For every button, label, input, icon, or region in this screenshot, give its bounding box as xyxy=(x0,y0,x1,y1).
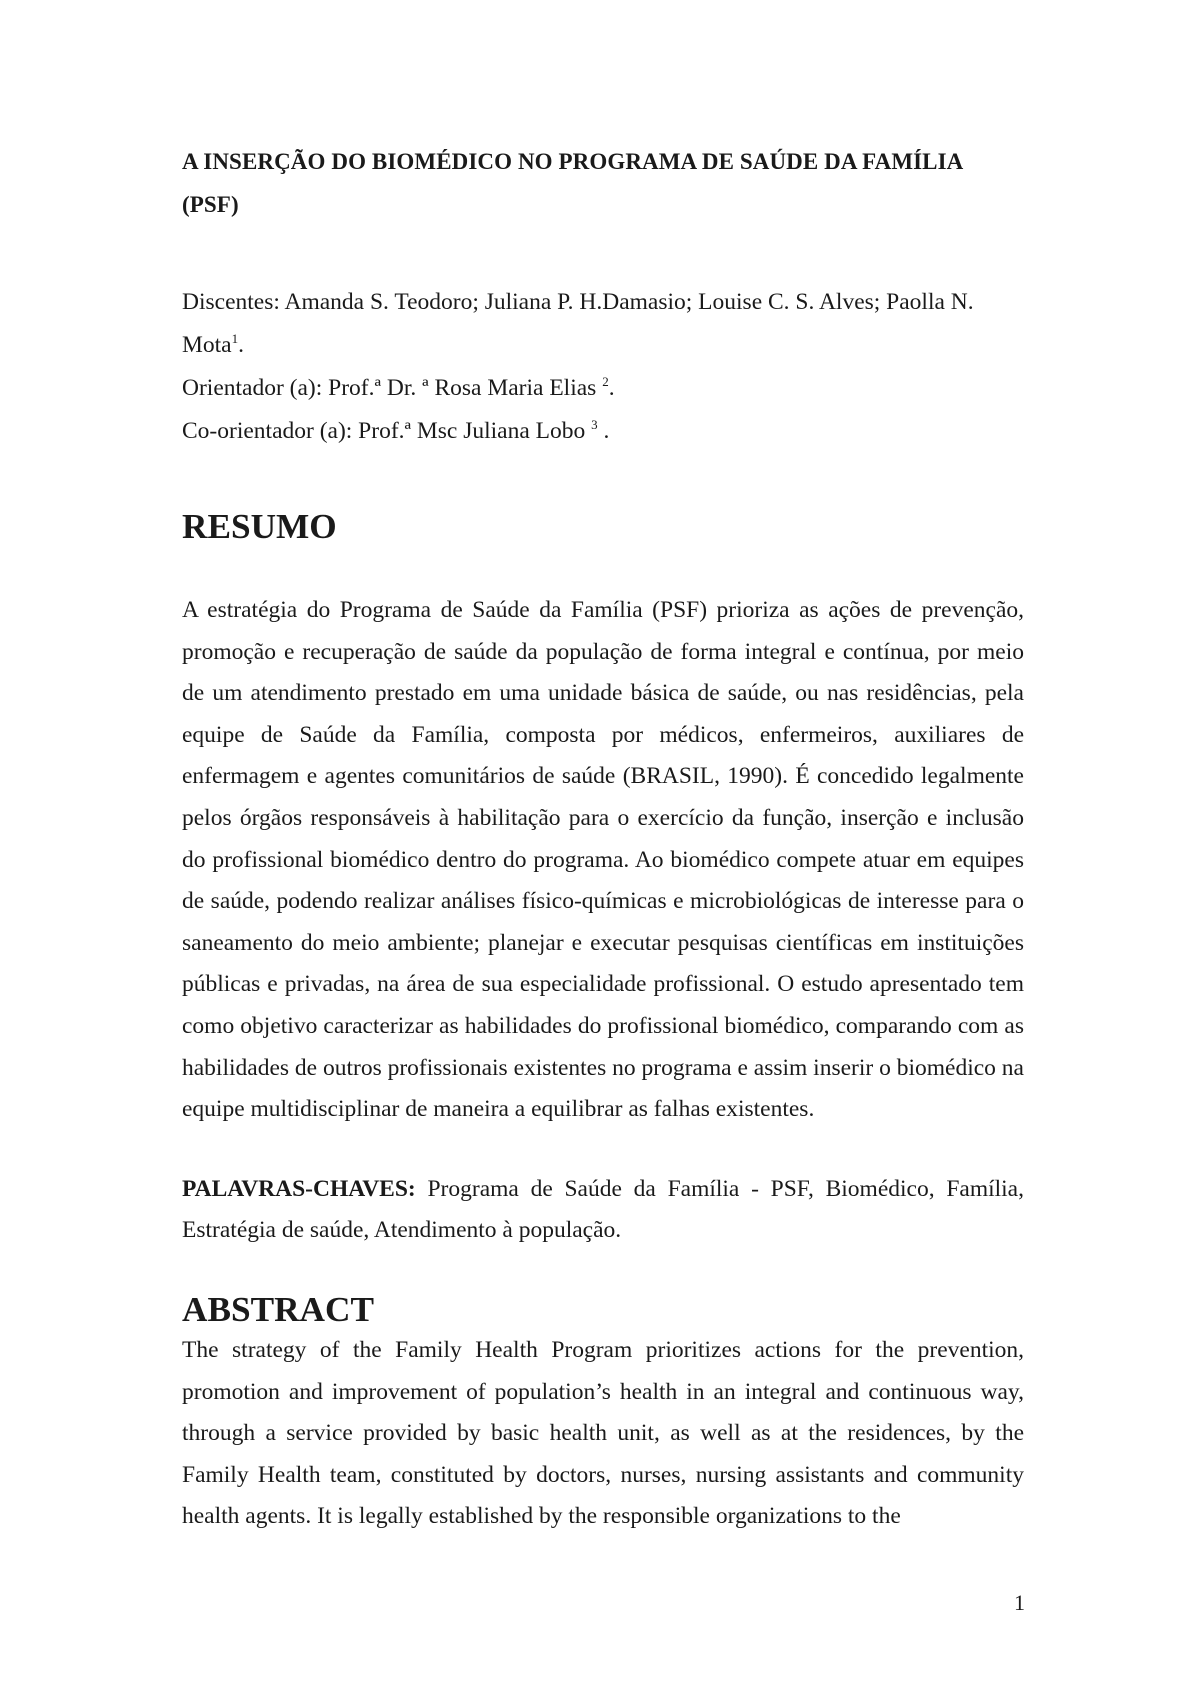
coorientador-text: Co-orientador (a): Prof.ª Msc Juliana Lobo xyxy=(182,418,592,444)
resumo-paragraph: A estratégia do Programa de Saúde da Família (PSF) prioriza as ações de prevenção, promoção e recuperação de saúde da população de forma integral e contínua, por meio de um atendimento prestado em uma unidade básica de saúde, ou nas residências, pela equipe de Saúde da Família, composta por médicos, enfermeiros, auxiliares de enfermagem e agentes comunitários de saúde (BRASIL, 1990). É concedido legalmente pelos órgãos responsáveis à habilitação para o exercício da função, inserção e inclusão do profissional biomédico dentro do programa. Ao biomédico compete atuar em equipes de saúde, podendo realizar análises físico-químicas e microbiológicas de interesse para o saneamento do meio ambiente; planejar e executar pesquisas científicas em instituições públicas e privadas, na área de sua especialidade profissional. O estudo apresentado tem como objetivo caracterizar as habilidades do profissional biomédico, comparando com as habilidades de outros profissionais existentes no programa e assim inserir o biomédico na equipe multidisciplinar de maneira a equilibrar as falhas existentes. xyxy=(182,597,1024,1123)
abstract-heading: ABSTRACT xyxy=(182,1289,374,1329)
resumo-heading: RESUMO xyxy=(182,507,337,546)
discentes-footnote-ref: 1 xyxy=(231,331,239,346)
discentes-text: Discentes: Amanda S. Teodoro; Juliana P. H.Damasio; Louise C. S. Alves; Paolla N. Mota xyxy=(182,289,974,358)
coorientador-footnote-ref: 3 xyxy=(591,417,598,432)
keywords-paragraph xyxy=(182,1169,1024,1252)
keywords-label: PALAVRAS-CHAVES: xyxy=(182,1175,416,1202)
orientador-end: . xyxy=(608,375,615,401)
orientador-text: Orientador (a): Prof.ª Dr. ª Rosa Maria Elias xyxy=(182,375,603,401)
abstract-paragraph: The strategy of the Family Health Program prioritizes actions for the prevention, promotion and improvement of population’s health in an integral and continuous way, through a service provided by basic health unit, as well as at the residences, by the Family Health team, constituted by doctors, nurses, nursing assistants and community health agents. It is legally established by the responsible organizations to the xyxy=(182,1336,1024,1530)
discentes-end: . xyxy=(238,332,244,358)
authors-block xyxy=(182,281,1024,453)
document-content xyxy=(182,140,1024,1538)
orientador-line xyxy=(182,367,1024,410)
keywords-text: Programa de Saúde da Família - PSF, Biomédico, Família, Estratégia de saúde, Atendimento à população. xyxy=(182,1175,1024,1244)
coorientador-line xyxy=(182,410,1024,453)
page-number: 1 xyxy=(1014,1590,1025,1615)
discentes-line xyxy=(182,281,1024,367)
orientador-footnote-ref: 2 xyxy=(602,374,609,389)
coorientador-end: . xyxy=(597,418,610,444)
document-title: A INSERÇÃO DO BIOMÉDICO NO PROGRAMA DE SAÚDE DA FAMÍLIA (PSF) xyxy=(182,149,963,217)
